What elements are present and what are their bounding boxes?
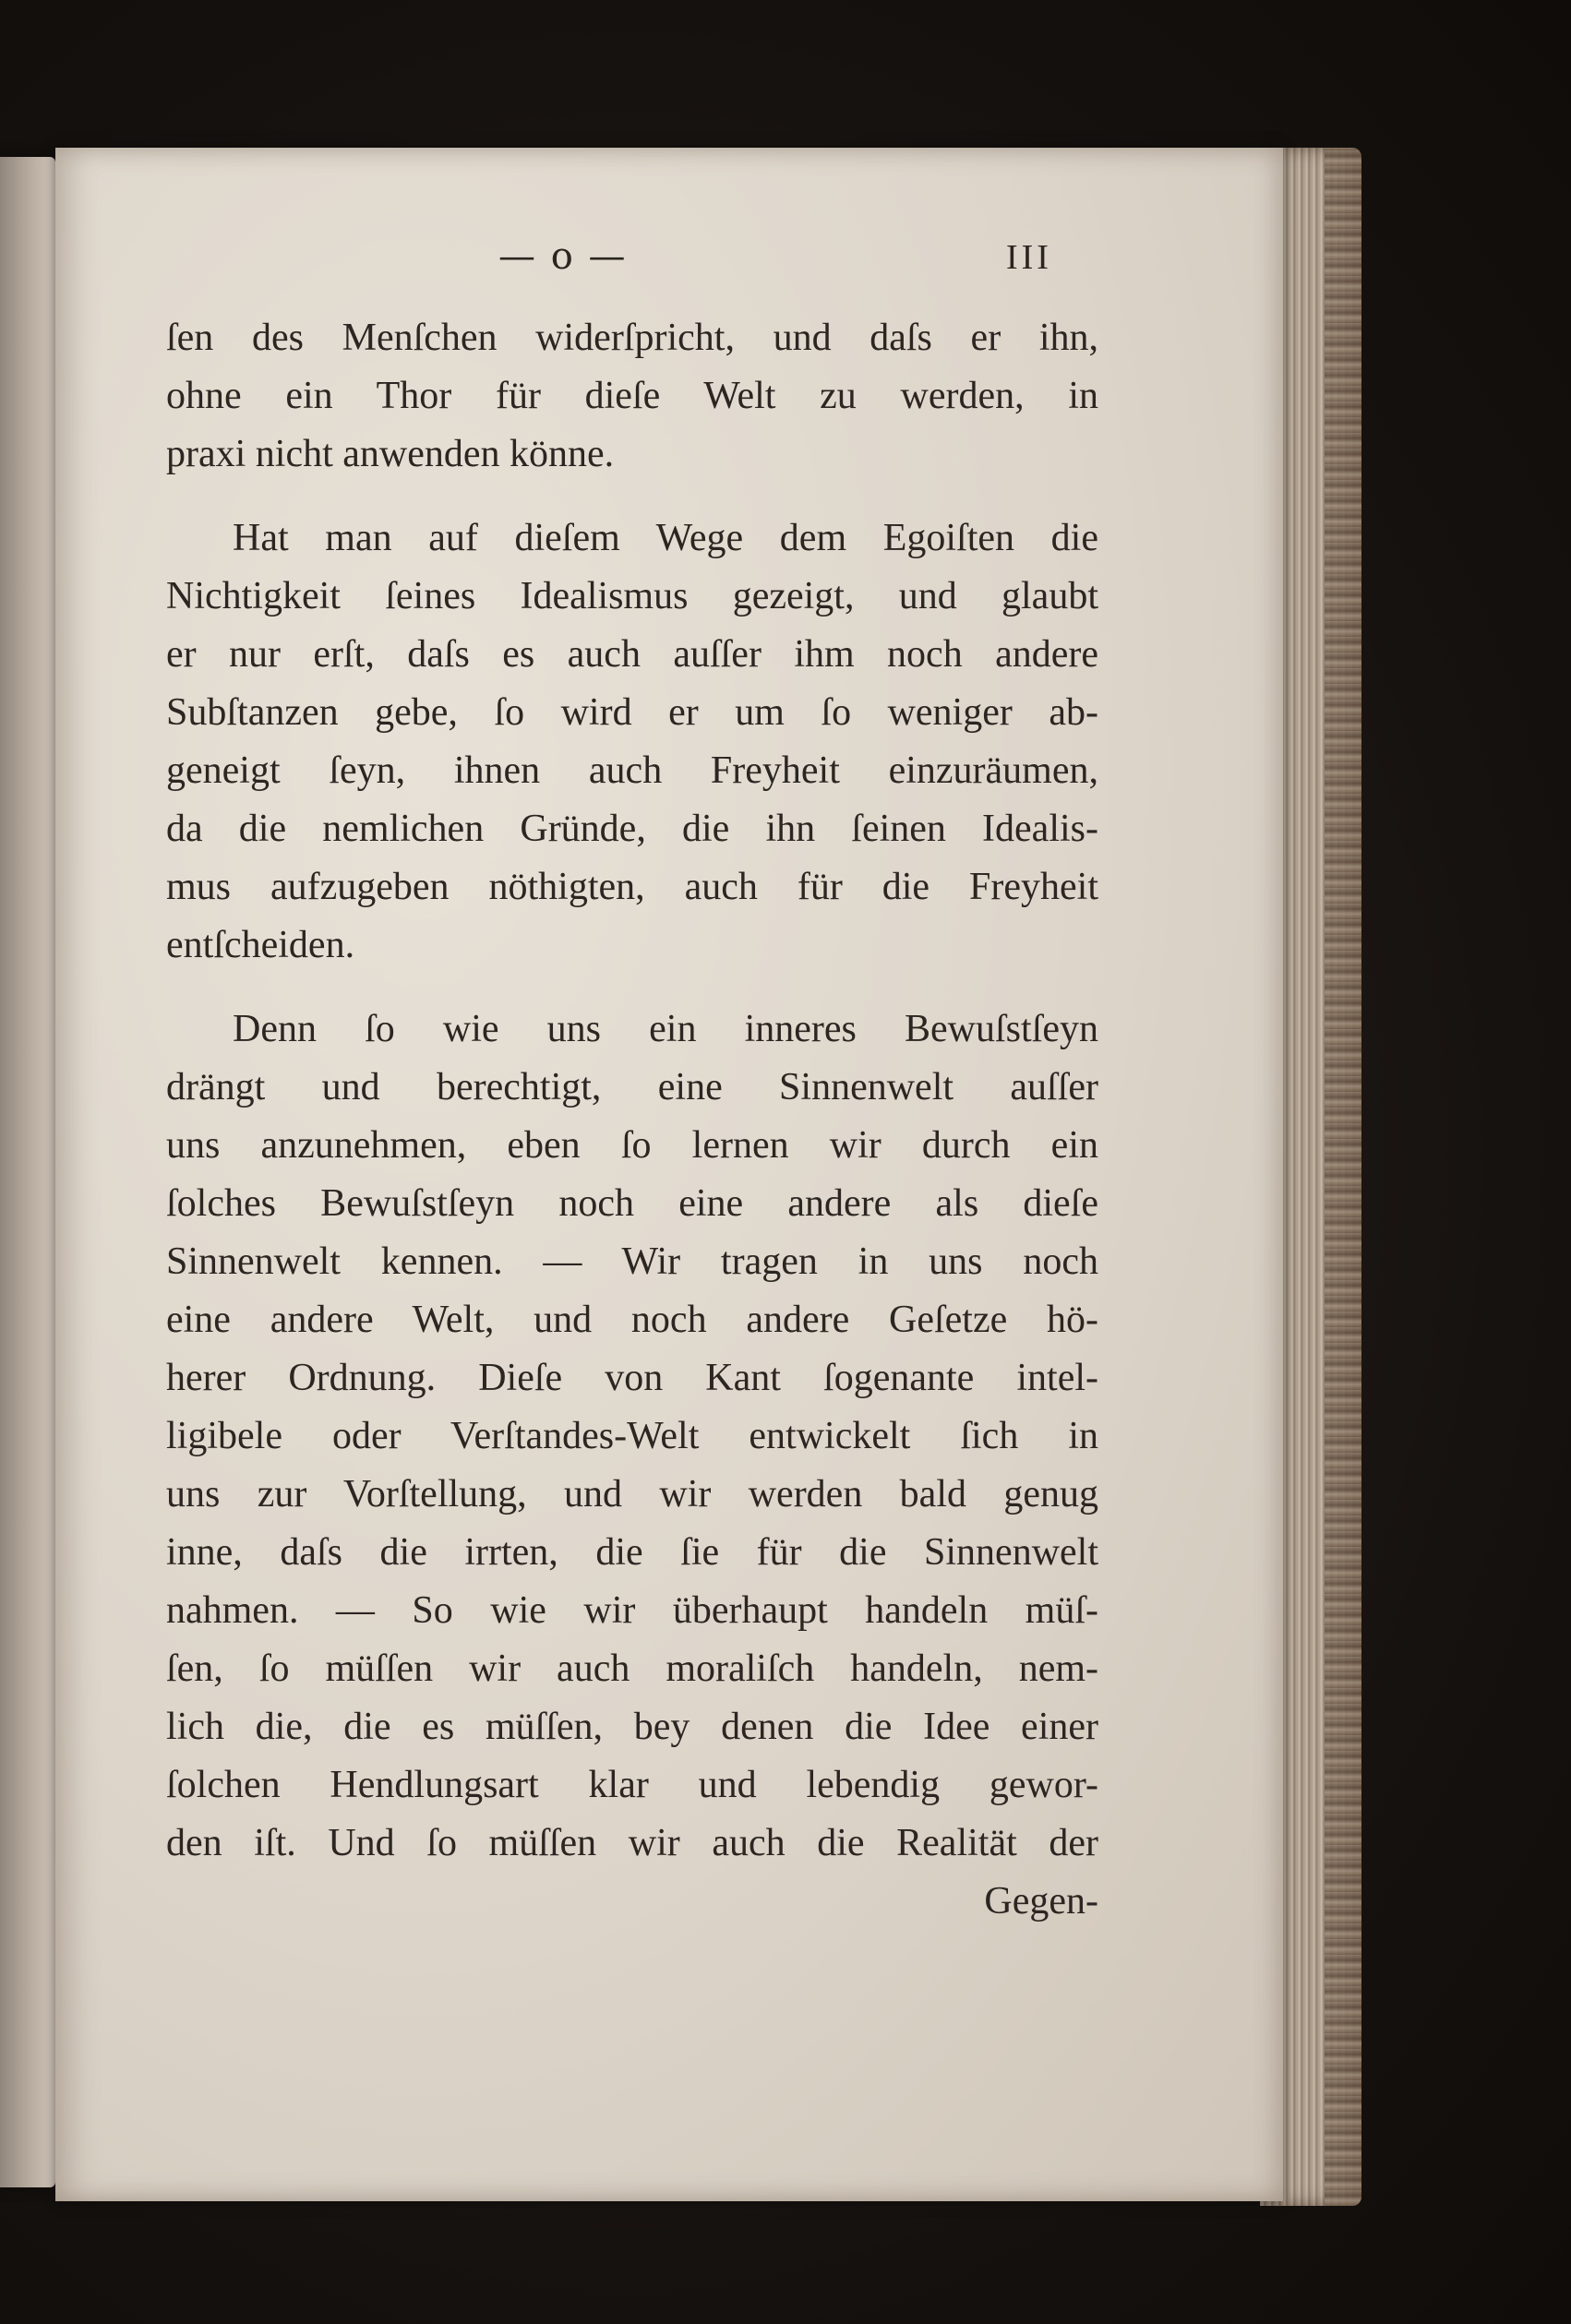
- left-page-edge: [0, 157, 55, 2187]
- header-ornament: — o —: [498, 235, 628, 278]
- body-text: [166, 309, 1098, 1931]
- text-line: ſen, ſo müſſen wir auch moraliſch handeln, nem-: [166, 1647, 1098, 1690]
- book-page: [55, 148, 1283, 2201]
- text-line: geneigt ſeyn, ihnen auch Freyheit einzuräumen,: [166, 749, 1098, 792]
- text-line: Subſtanzen gebe, ſo wird er um ſo weniger ab-: [166, 691, 1098, 734]
- text-line: Denn ſo wie uns ein inneres Bewuſstſeyn: [233, 1008, 1098, 1050]
- text-line: ſolchen Hendlungsart klar und lebendig gewor-: [166, 1764, 1098, 1806]
- text-line: eine andere Welt, und noch andere Geſetze hö-: [166, 1299, 1098, 1341]
- text-line: ligibele oder Verſtandes-Welt entwickelt ſich in: [166, 1415, 1098, 1457]
- text-line: Sinnenwelt kennen. — Wir tragen in uns noch: [166, 1240, 1098, 1283]
- text-line: da die nemlichen Gründe, die ihn ſeinen Idealis-: [166, 808, 1098, 850]
- text-line: ſolches Bewuſstſeyn noch eine andere als dieſe: [166, 1182, 1098, 1225]
- text-line: herer Ordnung. Dieſe von Kant ſogenante intel-: [166, 1357, 1098, 1399]
- text-line: nahmen. — So wie wir überhaupt handeln müſ-: [166, 1589, 1098, 1632]
- catchword: Gegen-: [984, 1880, 1098, 1923]
- text-line: Nichtigkeit ſeines Idealismus gezeigt, und glaubt: [166, 575, 1098, 617]
- text-line: lich die, die es müſſen, bey denen die Idee einer: [166, 1706, 1098, 1748]
- text-line: entſcheiden.: [166, 924, 355, 966]
- text-line: den iſt. Und ſo müſſen wir auch die Realität der: [166, 1822, 1098, 1864]
- text-line: uns zur Vorſtellung, und wir werden bald genug: [166, 1473, 1098, 1515]
- page-number: III: [1006, 238, 1052, 277]
- text-line: uns anzunehmen, eben ſo lernen wir durch ein: [166, 1124, 1098, 1167]
- text-line: ſen des Menſchen widerſpricht, und daſs er ihn,: [166, 317, 1098, 359]
- text-line: Hat man auf dieſem Wege dem Egoiſten die: [233, 517, 1098, 559]
- page-header: [55, 235, 1283, 291]
- text-line: ohne ein Thor für dieſe Welt zu werden, in: [166, 375, 1098, 417]
- text-line: mus aufzugeben nöthigten, auch für die Freyheit: [166, 866, 1098, 908]
- text-line: drängt und berechtigt, eine Sinnenwelt auſſer: [166, 1066, 1098, 1108]
- text-line: inne, daſs die irrten, die ſie für die Sinnenwelt: [166, 1531, 1098, 1574]
- text-line: praxi nicht anwenden könne.: [166, 433, 615, 475]
- text-line: er nur erſt, daſs es auch auſſer ihm noch andere: [166, 633, 1098, 676]
